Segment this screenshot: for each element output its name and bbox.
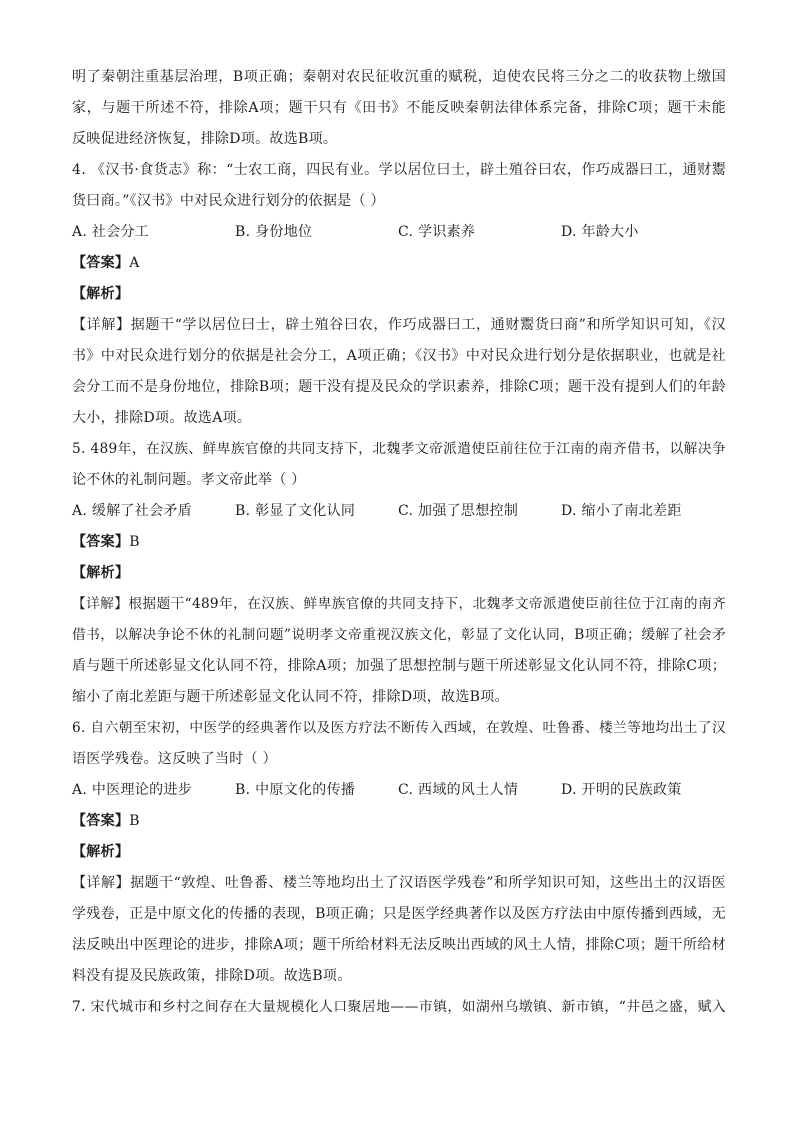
text-line: 家，与题干所述不符，排除A项；题干只有《田书》不能反映秦朝法律体系完备，排除C项；题干未能 (72, 100, 726, 116)
analysis-label: 【解析】 (72, 286, 130, 302)
option-b: B. 中原文化的传播 (235, 782, 356, 798)
text-line: 明了秦朝注重基层治理，B项正确；秦朝对农民征收沉重的赋税，迫使农民将三分之二的收获物上缴国 (72, 69, 726, 85)
question-4 (72, 155, 726, 434)
question-stem-line: 7. 宋代城市和乡村之间存在大量规模化人口聚居地——市镇，如湖州乌墩镇、新市镇，“井邑之盛，赋入 (72, 999, 726, 1015)
detail-line: 会分工而不是身份地位，排除B项；题干没有提及民众的学识素养，排除C项；题干没有提到人们的年龄 (72, 379, 726, 395)
detail-line: 书》中对民众进行划分的依据是社会分工，A项正确；《汉书》中对民众进行划分是依据职业，也就是社 (72, 348, 726, 364)
detail-line: 大小，排除D项。故选A项。 (72, 410, 252, 426)
option-c: C. 西域的风土人情 (398, 782, 519, 798)
detail-line: 法反映出中医理论的进步，排除A项；题干所给材料无法反映出西域的风土人情，排除C项；题干所给材 (72, 937, 726, 953)
analysis-label: 【解析】 (72, 565, 130, 581)
answer-label: 【答案】 (72, 255, 130, 271)
question-stem-line: 论不休的礼制问题。孝文帝此举（ ） (72, 472, 306, 488)
option-a: A. 社会分工 (72, 224, 150, 240)
previous-analysis-continuation (72, 62, 726, 155)
detail-line: 缩小了南北差距与题干所述彰显文化认同不符，排除D项，故选B项。 (72, 689, 509, 705)
answer-value: B (129, 534, 140, 550)
answer-value: A (129, 255, 140, 271)
detail-line: 学残卷，正是中原文化的传播的表现，B项正确；只是医学经典著作以及医方疗法由中原传播到西域，无 (72, 906, 727, 922)
option-c: C. 学识素养 (398, 224, 476, 240)
analysis-label: 【解析】 (72, 844, 130, 860)
detail-line: 盾与题干所述彰显文化认同不符，排除A项；加强了思想控制与题干所述彰显文化认同不符，排除C项； (72, 658, 726, 674)
question-stem-line: 4. 《汉书·食货志》称：“士农工商，四民有业。学以居位曰士，辟土殖谷曰农，作巧成器曰工，通财鬻 (72, 162, 726, 178)
option-d: D. 年龄大小 (561, 224, 639, 240)
detail-line: 借书，以解决争论不休的礼制问题”说明孝文帝重视汉族文化，彰显了文化认同，B项正确；缓解了社会矛 (72, 627, 726, 643)
answer-label: 【答案】 (72, 813, 130, 829)
text-line: 反映促进经济恢复，排除D项。故选B项。 (72, 131, 338, 147)
options-row (72, 775, 726, 806)
option-b: B. 彰显了文化认同 (235, 503, 356, 519)
option-b: B. 身份地位 (235, 224, 313, 240)
option-d: D. 缩小了南北差距 (561, 503, 682, 519)
answer-line (72, 806, 726, 837)
option-c: C. 加强了思想控制 (398, 503, 519, 519)
question-stem-line: 5. 489年，在汉族、鲜卑族官僚的共同支持下，北魏孝文帝派遣使臣前往位于江南的南齐借书，以解决争 (72, 441, 726, 457)
question-stem-line: 6. 自六朝至宋初，中医学的经典著作以及医方疗法不断传入西域，在敦煌、吐鲁番、楼兰等地均出土了汉 (72, 720, 726, 736)
answer-value: B (129, 813, 140, 829)
question-stem-line: 语医学残卷。这反映了当时（ ） (72, 751, 277, 767)
option-a: A. 中医理论的进步 (72, 782, 193, 798)
answer-line (72, 248, 726, 279)
question-stem-line: 货曰商。”《汉书》中对民众进行划分的依据是（ ） (72, 193, 385, 209)
detail-line: 【详解】据题干“学以居位曰士，辟土殖谷曰农，作巧成器曰工，通财鬻货曰商”和所学知识可知，《汉 (72, 317, 726, 333)
document-page (72, 62, 726, 1023)
options-row (72, 217, 726, 248)
option-a: A. 缓解了社会矛盾 (72, 503, 193, 519)
answer-label: 【答案】 (72, 534, 130, 550)
option-d: D. 开明的民族政策 (561, 782, 682, 798)
detail-line: 【详解】根据题干“489年，在汉族、鲜卑族官僚的共同支持下，北魏孝文帝派遣使臣前往位于江南的南齐 (72, 596, 726, 612)
question-6 (72, 713, 726, 992)
answer-line (72, 527, 726, 558)
question-5 (72, 434, 726, 713)
detail-line: 料没有提及民族政策，排除D项。故选B项。 (72, 968, 352, 984)
options-row (72, 496, 726, 527)
detail-line: 【详解】据题干“敦煌、吐鲁番、楼兰等地均出土了汉语医学残卷”和所学知识可知，这些出土的汉语医 (72, 875, 726, 891)
question-7 (72, 992, 726, 1023)
